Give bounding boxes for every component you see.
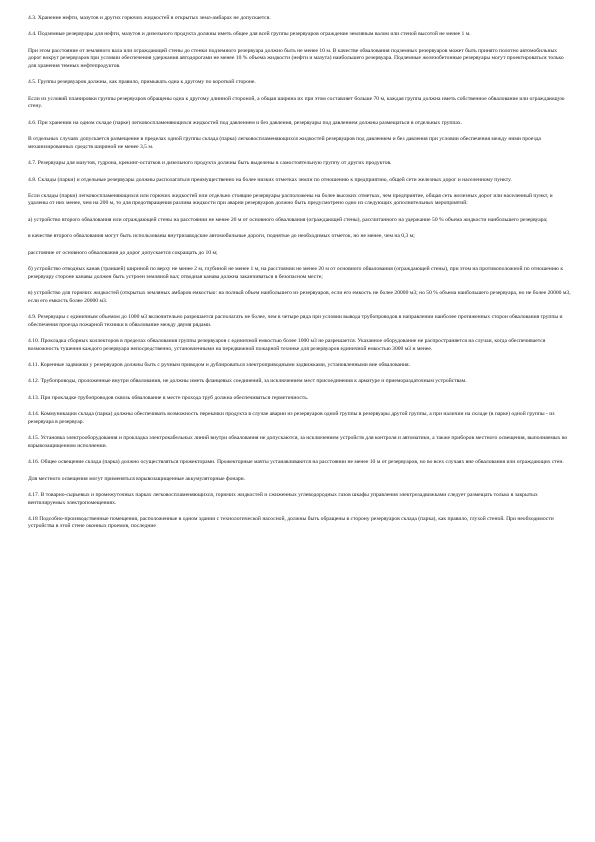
paragraph: в качестве второго обвалования могут быть использованы внутризаводские автомобильные дороги, поднятые до необходимых отметок, но не менее, чем на 0,3 м;: [28, 233, 415, 240]
paragraph: Если склады (парки) легковоспламеняющихся или горючих жидкостей или отдельно стоящие резервуары расположены на более высоких отметках, чем предприятие, общая сеть железных дорог или населенный пункт, и удалены от них менее, чем на 200 м, то для предотвращения разлива жидкости при аварии резервуаров должно быть предусмотрено одно из следующих дополнительных мероприятий:: [28, 192, 553, 207]
paragraph: 4.17. В товарно-сырьевых и промежуточных парках легковоспламеняющихся, горючих жидкостей и сжиженных углеводородных газов шкафы управления электрозадвижками следует размещать только в закрытых вентилируемых электропомещениях.: [28, 491, 538, 506]
paragraph: расстояние от основного обвалования до дорог допускается сокращать до 10 м;: [28, 249, 218, 256]
paragraph: 4.4. Подземные резервуары для нефти, мазутов и дизельного продукта должны иметь общее для всей группы резервуаров ограждение земляным валом или стеной высотой не менее 1 м.: [28, 31, 471, 38]
paragraph: 4.18 Подсобно-производственные помещения, расположенные в одном здании с технологической насосной, должны быть обращены в сторону резервуаров склада (парка), как правило, глухой стеной. При необходимости устройства в этой стене оконных проемов, последние: [28, 515, 554, 530]
paragraph: 4.8. Склады (парки) и отдельные резервуары должны располагаться преимущественно на более низких отметках земли по отношению к предприятию, общей сети железных дорог и населенному пункту.: [28, 176, 512, 183]
paragraph: 4.7. Резервуары для мазутов, гудрона, крекинг-остатков и дизельного продукта должны быть выделены в самостоятельную группу от других продуктов.: [28, 160, 392, 167]
paragraph: 4.15. Установка электрооборудования и прокладка электрокабельных линий внутри обвалования не допускаются, за исключением устройств для контроля и автоматики, а также приборов местного освещения, выполняемых во взрывозащищенном исполнении.: [28, 435, 568, 449]
paragraph: 4.12. Трубопроводы, проложенные внутри обвалования, не должны иметь фланцевых соединений, за исключением мест присоединения к арматуре и приемораздаточным устройствам.: [28, 378, 467, 385]
paragraph: б) устройство отводных канав (траншей) шириной по верху не менее 2 м, глубиной не менее 1 м, на расстоянии не менее 20 м от основного обвалования (ограждающей стены), при этом на противоположной по отношению к резервуару стороне канавы должен быть устроен земляной вал; отводная канава должна заканчиваться в безопасном месте;: [28, 266, 564, 280]
paragraph: 4.3. Хранение нефти, мазутов и других горючих жидкостей в открытых земл-амбарах не допускается.: [28, 15, 271, 21]
paragraph: 4.16. Общее освещение склада (парка) должно осуществляться прожекторами. Прожекторные мачты устанавливаются на расстоянии не менее 10 м от резервуаров, но во всех случаях вне обвалования или ограждающих стен.: [28, 459, 564, 466]
paragraph: 4.6. При хранении на одном складе (парке) легковоспламеняющихся жидкостей под давлением и без давления, резервуары под давлением должны размещаться в отдельных группах.: [28, 119, 463, 126]
paragraph: 4.5. Группы резервуаров должны, как правило, примыкать одна к другому по короткой стороне.: [28, 79, 256, 86]
paragraph: В отдельных случаях допускается размещение в пределах одной группы склада (парка) легковоспламеняющихся жидкостей резервуаров под давлением и без давления при условии обеспечения между ними проезда механизированных средств шириной не менее 3,5 м.: [28, 136, 541, 150]
paragraph: 4.11. Коренные задвижки у резервуаров должны быть с ручным приводом и дублироваться электроприводными задвижками, установленными вне обвалования.: [28, 361, 410, 368]
paragraph: в) устройство для горючих жидкостей (открытых земляных амбаров емкостью: на полный объем наибольшего из резервуаров, если его емкость не более 20000 м3; но 50 % объема наибольшего резервуара, но не более 20000 м3, если его емкость более 20000 м3.: [28, 290, 571, 304]
paragraph: а) устройство второго обвалования или ограждающей стены на расстоянии не менее 20 м от основного обвалования (ограждающей стены), рассчитанного на удержание 50 % объема жидкости наибольшего резервуара;: [28, 216, 548, 223]
paragraph: Если из условий планировки группы резервуаров обращены одна к другому длинной стороной, а общая ширина их при этом составляет больше 70 м, каждая группа должна иметь собственное обвалование или ограждающую стену.: [28, 95, 565, 110]
paragraph: Для местного освещения могут применяться взрывозащищенные аккумуляторные фонари.: [28, 475, 246, 482]
paragraph: 4.10. Прокладка сборных коллекторов в пределах обвалования группы резервуаров с единичной емкостью более 1000 м3 не разрешается. Указанное оборудование не распространяется на случаи, когда обеспечивается возможность тушения каждого резервуара непосредственно, установленными на передвижной пожарной технике для резервуаров единичной емкостью 3000 м3 и менее.: [28, 338, 546, 352]
paragraph: 4.13. При прокладке трубопроводов сквозь обвалование в месте прохода труб должна обеспечиваться герметичность.: [28, 394, 309, 401]
paragraph: При этом расстояние от земляного вала или ограждающей стены до стенки подземного резервуара должно быть не менее 10 м. В качестве обвалования подземных резервуаров может быть принято полотно автомобильных дорог вокруг резервуаров при условии обеспечения удержания автодорогами не менее 10 % объема жидкости (нефти и мазута) наибольшего резервуара. Подземные железобетонные резервуары могут проектироваться только для хранения темных нефтепродуктов.: [28, 47, 564, 69]
paragraph: 4.14. Коммуникации склада (парка) должны обеспечивать возможность перекачки продукта в случае аварии из резервуаров одной группы в резервуары другой группы, а при наличии на складе (в парке) одной группы - из резервуара в резервуар.: [28, 411, 555, 425]
paragraph: 4.9. Резервуары с единичным объемом до 1000 м3 включительно разрешается располагать не более, чем в четыре ряда при условии вывода трубопроводов в направлении наиболее протяженных сторон обвалования группы и обеспечения проезда пожарной техники в обвалование между двумя рядами.: [28, 314, 563, 328]
